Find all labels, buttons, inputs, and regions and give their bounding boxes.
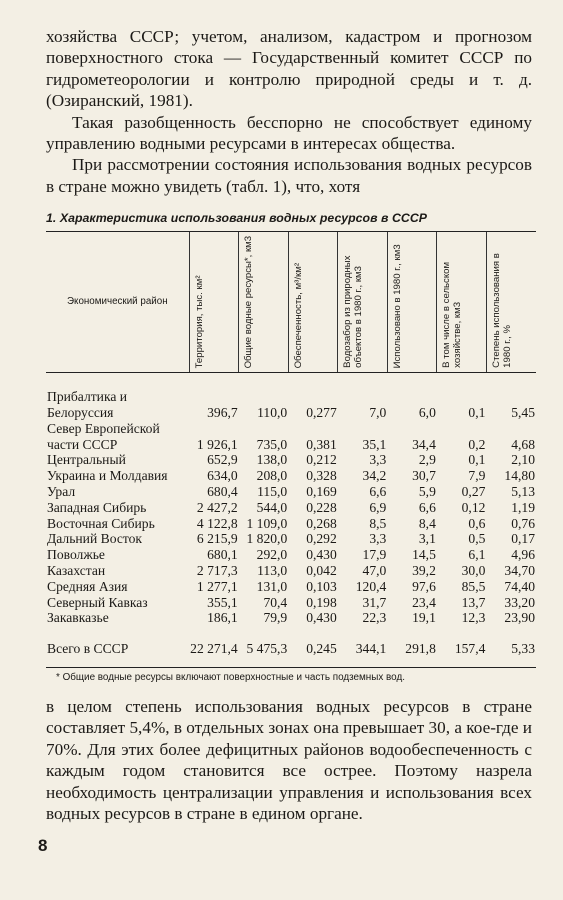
table-row: [46, 516, 536, 532]
table-cell: 0,228: [306, 499, 337, 515]
region-name: Дальний Восток: [47, 531, 143, 547]
table-cell: 735,0: [256, 436, 288, 452]
table-cell: 5 475,3: [239, 626, 289, 667]
table-cell: 8,5: [369, 515, 387, 531]
table-cell: 4,96: [511, 547, 535, 563]
table-cell: 3,3: [369, 452, 387, 468]
table-cell: 0,245: [288, 626, 338, 667]
table-cell: 344,1: [338, 626, 388, 667]
table-cell: 85,5: [461, 578, 486, 594]
header-usage-degree: Степень использования в 1980 г., %: [486, 232, 536, 373]
table-cell: 110,0: [257, 405, 288, 421]
table-cell: 1 277,1: [196, 578, 238, 594]
region-name: Казахстан: [47, 563, 106, 579]
table-cell: 544,0: [256, 499, 288, 515]
table-cell: 30,0: [461, 563, 486, 579]
table-cell: 138,0: [256, 452, 288, 468]
table-cell: 292,0: [256, 547, 288, 563]
table-cell: 6,0: [418, 405, 436, 421]
table-cell: 186,1: [207, 610, 238, 626]
table-row: [46, 373, 536, 421]
table-cell: 22,3: [362, 610, 387, 626]
table-cell: 0,2: [468, 436, 486, 452]
table-cell: 47,0: [362, 563, 387, 579]
table-cell: 23,4: [412, 594, 436, 610]
table-cell: 0,27: [461, 484, 486, 500]
table-cell: 1 926,1: [196, 436, 238, 452]
book-page: [46, 26, 535, 824]
table-cell: 22 271,4: [189, 626, 239, 667]
table-cell: 157,4: [437, 626, 487, 667]
table-cell: 208,0: [256, 468, 288, 484]
region-name: Украина и Молдавия: [47, 468, 168, 484]
table-cell: 634,0: [207, 468, 238, 484]
header-total-resources: Общие водные ресурсы*, км3: [239, 232, 289, 373]
table-cell: 0,1: [468, 405, 486, 421]
table-cell: 6,6: [418, 499, 436, 515]
table-row: [46, 500, 536, 516]
table-cell: 4 122,8: [196, 515, 238, 531]
region-name: Восточная Сибирь: [47, 515, 155, 531]
table-cell: 74,40: [504, 578, 535, 594]
region-name: Север Европейской части СССР: [47, 420, 160, 452]
header-supply: Обеспеченность, м³/км²: [288, 232, 338, 373]
table-cell: 33,20: [504, 594, 535, 610]
table-cell: 396,7: [207, 405, 238, 421]
table-row: [46, 421, 536, 453]
table-cell: 0,103: [306, 578, 337, 594]
table-cell: 0,198: [306, 594, 337, 610]
table-cell: 2,10: [511, 452, 535, 468]
table-cell: 5,9: [418, 484, 436, 500]
table-body: [46, 373, 536, 668]
table-row: [46, 468, 536, 484]
table-cell: 4,68: [511, 436, 535, 452]
table-cell: 1 820,0: [246, 531, 288, 547]
table-cell: 355,1: [207, 594, 238, 610]
table-cell: 34,4: [412, 436, 436, 452]
table-cell: 14,80: [504, 468, 535, 484]
region-name: Западная Сибирь: [47, 499, 147, 515]
region-name: Средняя Азия: [47, 578, 128, 594]
table-row: [46, 484, 536, 500]
table-cell: 0,1: [468, 452, 486, 468]
table-cell: 113,0: [257, 563, 288, 579]
table-cell: 5,13: [511, 484, 535, 500]
table-cell: 79,9: [263, 610, 288, 626]
table-cell: 3,3: [369, 531, 387, 547]
table-row: [46, 531, 536, 547]
region-name: Прибалтика и Белоруссия: [47, 389, 128, 421]
table-cell: 0,6: [468, 515, 486, 531]
table-cell: 70,4: [263, 594, 288, 610]
table-row: [46, 563, 536, 579]
table-cell: 5,33: [486, 626, 536, 667]
table-cell: 1 109,0: [246, 515, 288, 531]
region-name: Всего в СССР: [46, 626, 189, 667]
table-cell: 0,268: [306, 515, 337, 531]
table-cell: 6,6: [369, 484, 387, 500]
table-cell: 0,430: [306, 610, 337, 626]
table-cell: 19,1: [412, 610, 436, 626]
table-cell: 2 717,3: [196, 563, 238, 579]
table-cell: 131,0: [256, 578, 288, 594]
table-cell: 1,19: [511, 499, 535, 515]
table-row: [46, 579, 536, 595]
table-cell: 0,212: [306, 452, 337, 468]
header-withdrawal: Водозабор из природных объектов в 1980 г., км3: [338, 232, 388, 373]
table-cell: 30,7: [412, 468, 436, 484]
table-cell: 6,9: [369, 499, 387, 515]
header-used: Использовано в 1980 г., км3: [387, 232, 437, 373]
table-cell: 6,1: [468, 547, 486, 563]
table-cell: 39,2: [412, 563, 436, 579]
table-cell: 0,328: [306, 468, 337, 484]
table-cell: 97,6: [412, 578, 436, 594]
water-resources-table: [46, 231, 536, 668]
table-cell: 7,0: [369, 405, 387, 421]
table-cell: 0,277: [306, 405, 337, 421]
table-cell: 0,5: [468, 531, 486, 547]
table-cell: 0,17: [511, 531, 535, 547]
table-cell: 680,1: [207, 547, 238, 563]
table-footnote: * Общие водные ресурсы включают поверхностные и часть подземных вод.: [56, 672, 405, 683]
table-cell: 34,70: [504, 563, 535, 579]
table-cell: 14,5: [412, 547, 436, 563]
table-cell: 0,430: [306, 547, 337, 563]
table-cell: 8,4: [418, 515, 436, 531]
region-name: Закавказье: [47, 610, 109, 626]
table-cell: 120,4: [355, 578, 387, 594]
header-territory: Территория, тыс. км²: [189, 232, 239, 373]
table-cell: 0,381: [306, 436, 337, 452]
table-cell: 35,1: [362, 436, 387, 452]
table-row: [46, 595, 536, 611]
table-cell: 0,042: [306, 563, 337, 579]
header-region: Экономический район: [46, 232, 189, 373]
table-cell: 2,9: [418, 452, 436, 468]
region-name: Северный Кавказ: [47, 594, 148, 610]
region-name: Поволжье: [47, 547, 105, 563]
table-cell: 291,8: [387, 626, 437, 667]
table-total-row: [46, 626, 536, 667]
table-header-row: [46, 232, 536, 373]
table-cell: 652,9: [207, 452, 238, 468]
table-row: [46, 452, 536, 468]
table-row: [46, 547, 536, 563]
table-cell: 3,1: [418, 531, 436, 547]
table-cell: 34,2: [362, 468, 387, 484]
table-cell: 0,76: [511, 515, 535, 531]
intro-paragraph-2: Такая разобщенность бесспорно не способствует единому управлению водными ресурсами в интересах общества.: [46, 112, 532, 154]
outro-paragraph: в целом степень использования водных ресурсов в стране составляет 5,4%, в отдельных зонах она превышает 30, а кое-где и 70%. Для этих более дефицитных районов водообеспеченность с каждым годом становится все острее. Поэтому назрела необходимость централизации управления и использования всех водных ресурсов в стране в едином органе.: [46, 697, 532, 824]
table-cell: 115,0: [257, 484, 288, 500]
table-caption: 1. Характеристика использования водных ресурсов в СССР: [46, 211, 428, 226]
table-cell: 7,9: [468, 468, 486, 484]
table-cell: 17,9: [362, 547, 387, 563]
table-cell: 13,7: [461, 594, 486, 610]
header-agriculture: В том числе в сельском хозяйстве, км3: [437, 232, 487, 373]
intro-paragraph-3: При рассмотрении состояния использования водных ресурсов в стране можно увидеть (табл. 1), что, хотя: [46, 155, 532, 196]
region-name: Урал: [47, 484, 76, 500]
intro-paragraph-1: хозяйства СССР; учетом, анализом, кадастром и прогнозом поверхностного стока — Государственный комитет СССР по гидрометеорологии и контролю природной среды и т. д. (Озиранский, 1981).: [46, 27, 532, 111]
region-name: Центральный: [47, 452, 126, 468]
table-cell: 31,7: [362, 594, 387, 610]
table-cell: 0,169: [306, 484, 337, 500]
table-row: [46, 610, 536, 626]
page-number: 8: [38, 836, 48, 855]
table-cell: 2 427,2: [196, 499, 238, 515]
table-cell: 6 215,9: [196, 531, 238, 547]
table-cell: 0,12: [461, 499, 486, 515]
table-cell: 680,4: [207, 484, 238, 500]
table-cell: 0,292: [306, 531, 337, 547]
table-cell: 5,45: [511, 405, 535, 421]
table-cell: 12,3: [461, 610, 486, 626]
table-cell: 23,90: [504, 610, 535, 626]
